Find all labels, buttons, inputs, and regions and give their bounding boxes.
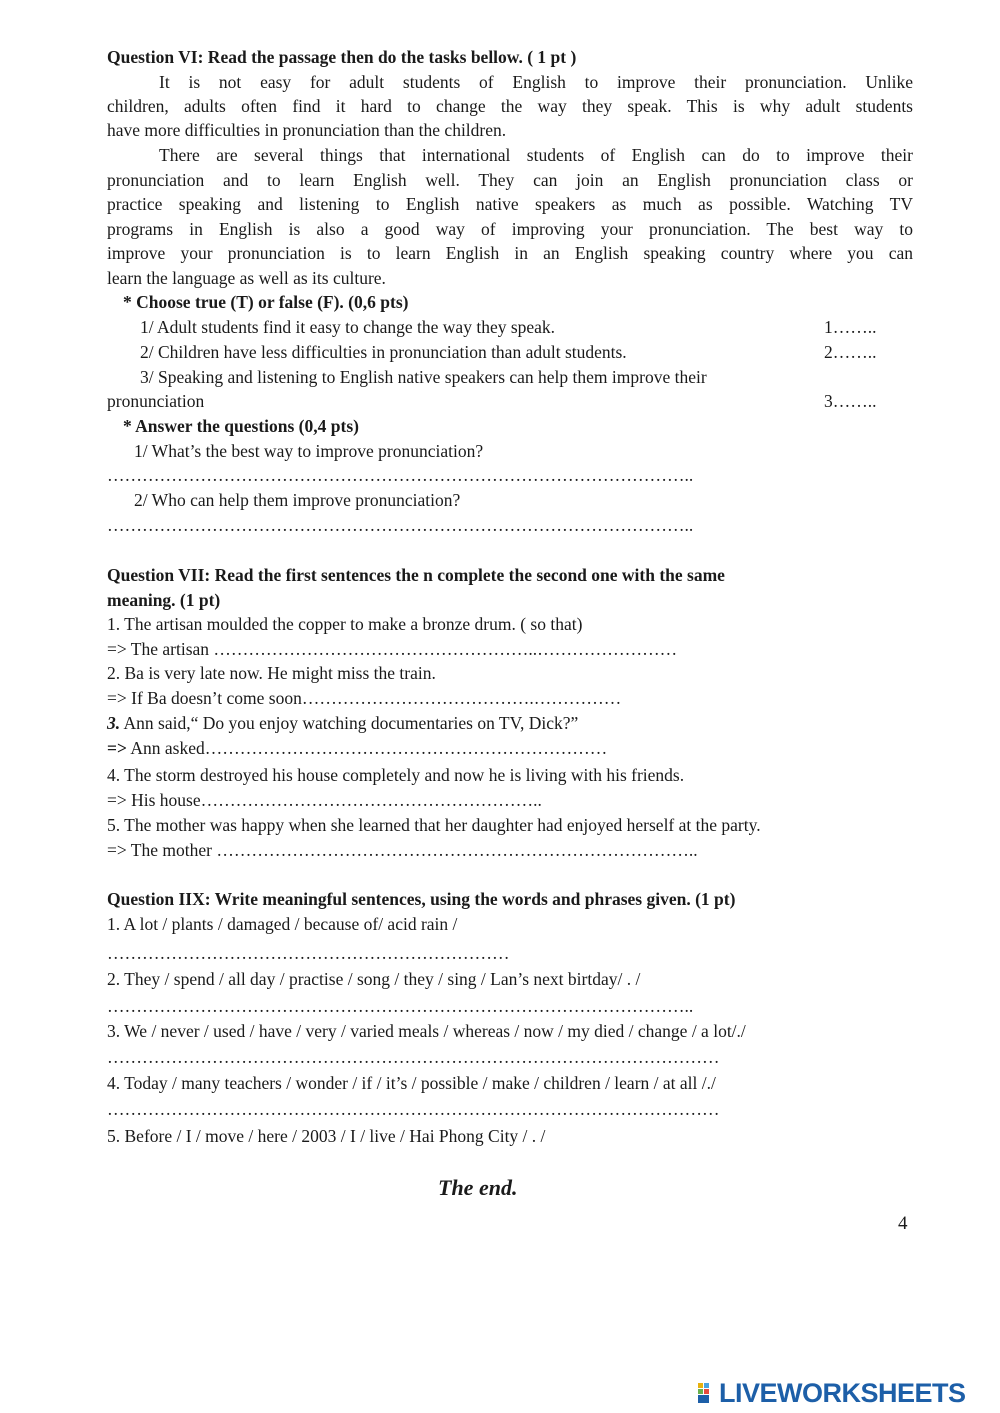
q7-item-1: 1. The artisan moulded the copper to make a bronze drum. ( so that) <box>107 614 583 634</box>
answer-text: Ann asked…………………………………………………………… <box>126 738 608 758</box>
q8-item-2: 2. They / spend / all day / practise / song / they / sing / Lan’s next birtday/ . / <box>107 969 641 989</box>
tf-item-text: 2/ Children have less difficulties in pronunciation than adult students. <box>140 342 627 362</box>
q6-title: Question VI: Read the passage then do the tasks bellow. ( 1 pt ) <box>107 47 577 67</box>
question-1: 1/ What’s the best way to improve pronunciation? <box>134 441 484 461</box>
page-number: 4 <box>898 1213 908 1234</box>
tf-item-text: 1/ Adult students find it easy to change the way they speak. <box>140 317 556 337</box>
passage-line: improve your pronunciation is to learn English in an English speaking country where you can <box>107 243 913 263</box>
answer-line[interactable]: …………………………………………………………… <box>107 943 510 963</box>
answer-line[interactable]: …………………………………………………………………………………………… <box>107 1047 720 1067</box>
tf-answer-blank[interactable]: 1…….. <box>824 317 877 337</box>
answer-line[interactable]: ……………………………………………………………………………………….. <box>107 996 694 1016</box>
answer-heading: * Answer the questions (0,4 pts) <box>123 416 359 436</box>
passage-line: have more difficulties in pronunciation than the children. <box>107 120 507 140</box>
q7-item-3 <box>107 711 913 735</box>
passage-line: programs in English is also a good way of improving your pronunciation. The best way to <box>107 219 913 239</box>
answer-line[interactable]: => The artisan ………………………………………………..…………………… <box>107 639 678 659</box>
tf-item-text: 3/ Speaking and listening to English native speakers can help them improve their <box>140 367 707 387</box>
answer-line[interactable]: => If Ba doesn’t come soon………………………………….…………… <box>107 688 622 708</box>
q8-item-1: 1. A lot / plants / damaged / because of/ acid rain / <box>107 914 458 934</box>
tf-item-2 <box>107 340 913 364</box>
q7-title: meaning. (1 pt) <box>107 590 221 610</box>
passage-line: There are several things that international students of English can do to improve their <box>159 145 913 165</box>
liveworksheets-logo-icon <box>697 1381 717 1405</box>
brand-text: LIVEWORKSHEETS <box>719 1377 966 1408</box>
passage-line: pronunciation and to learn English well. They can join an English pronunciation class or <box>107 170 913 190</box>
end-text: The end. <box>438 1175 518 1200</box>
passage-line: learn the language as well as its culture. <box>107 268 386 288</box>
tf-answer-blank[interactable]: 3…….. <box>824 391 877 411</box>
answer-line[interactable]: ……………………………………………………………………………………….. <box>107 515 694 535</box>
item-text: Ann said,“ Do you enjoy watching documentaries on TV, Dick?” <box>120 713 579 733</box>
tf-item-text: pronunciation <box>107 391 205 411</box>
q8-title: Question IIX: Write meaningful sentences, using the words and phrases given. (1 pt) <box>107 889 736 909</box>
q7-item-5: 5. The mother was happy when she learned that her daughter had enjoyed herself at the party. <box>107 815 761 835</box>
question-2: 2/ Who can help them improve pronunciation? <box>134 490 461 510</box>
answer-line[interactable]: => The mother ……………………………………………………………………….. <box>107 840 698 860</box>
tf-answer-blank[interactable]: 2…….. <box>824 342 877 362</box>
tf-heading: * Choose true (T) or false (F). (0,6 pts) <box>123 292 409 312</box>
passage-line: children, adults often find it hard to change the way they speak. This is why adult students <box>107 96 913 116</box>
passage-line: practice speaking and listening to English native speakers as much as possible. Watching TV <box>107 194 913 214</box>
answer-line[interactable] <box>107 736 913 760</box>
answer-line[interactable]: => His house………………………………………………….. <box>107 790 542 810</box>
q8-item-3: 3. We / never / used / have / very / varied meals / whereas / now / my died / change / a lot/./ <box>107 1021 746 1041</box>
tf-item-1 <box>107 315 913 339</box>
q7-item-4: 4. The storm destroyed his house completely and now he is living with his friends. <box>107 765 685 785</box>
liveworksheets-logo <box>697 1378 966 1408</box>
tf-item-3 <box>107 389 913 413</box>
q7-title: Question VII: Read the first sentences the n complete the second one with the same <box>107 565 725 585</box>
item-number: 3. <box>107 713 121 733</box>
q8-item-4: 4. Today / many teachers / wonder / if / it’s / possible / make / children / learn / at all /./ <box>107 1073 716 1093</box>
q8-item-5: 5. Before / I / move / here / 2003 / I / live / Hai Phong City / . / <box>107 1126 546 1146</box>
q7-item-2: 2. Ba is very late now. He might miss the train. <box>107 663 436 683</box>
passage-line: It is not easy for adult students of English to improve their pronunciation. Unlike <box>159 72 913 92</box>
answer-line[interactable]: ……………………………………………………………………………………….. <box>107 465 694 485</box>
answer-line[interactable]: …………………………………………………………………………………………… <box>107 1099 720 1119</box>
arrow-lead: => <box>107 738 127 758</box>
